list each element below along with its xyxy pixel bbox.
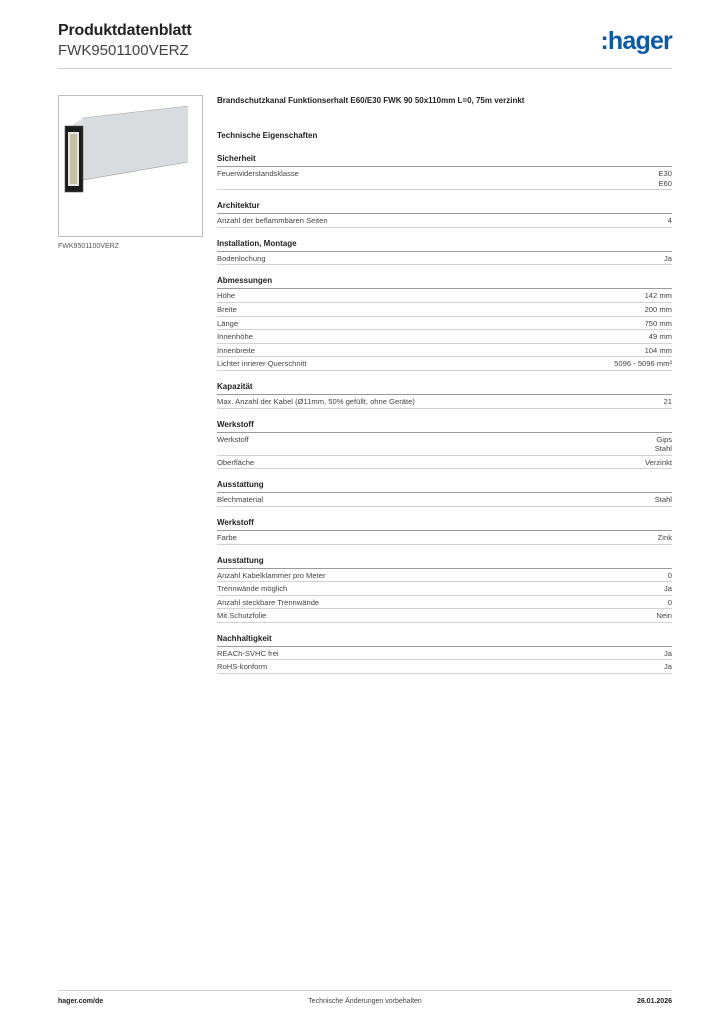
property-row (217, 609, 672, 623)
property-row (217, 493, 672, 507)
property-row (217, 289, 672, 303)
property-label: Bodenlochung (217, 253, 266, 263)
section-title: Ausstattung (217, 480, 672, 493)
page-header (58, 22, 672, 68)
tech-properties-heading: Technische Eigenschaften (217, 131, 318, 140)
section-title: Kapazität (217, 382, 672, 395)
property-value: 4 (667, 216, 672, 226)
property-value: 5096 - 5096 mm² (614, 359, 672, 369)
website-link[interactable]: hager.com/de (58, 998, 104, 1005)
property-row (217, 456, 672, 470)
property-value: Ja (663, 662, 672, 672)
property-label: Blechmaterial (217, 495, 264, 505)
property-label: Lichter innerer Querschnitt (217, 359, 307, 369)
property-label: Feuerwiderstandsklasse (217, 169, 299, 178)
property-value: Nein (656, 611, 672, 621)
property-label: RoHS-konform (217, 662, 268, 672)
property-row (217, 357, 672, 371)
property-value: 0 (667, 597, 672, 607)
datasheet-content (217, 95, 672, 674)
property-value: E30 E60 (658, 169, 672, 188)
property-label: Anzahl steckbare Trennwände (217, 597, 320, 607)
property-row (217, 317, 672, 331)
property-label: Trennwände möglich (217, 584, 288, 594)
property-row (217, 167, 672, 190)
property-row (217, 531, 672, 545)
property-label: Max. Anzahl der Kabel (Ø11mm, 50% gefüllt, ohne Geräte) (217, 396, 415, 406)
section-title: Abmessungen (217, 276, 672, 289)
property-label: Länge (217, 318, 239, 328)
property-row (217, 330, 672, 344)
property-row (217, 344, 672, 358)
property-section (217, 480, 672, 507)
property-value: 0 (667, 570, 672, 580)
property-section (217, 420, 672, 470)
property-section (217, 154, 672, 190)
section-title: Werkstoff (217, 420, 672, 433)
property-row (217, 214, 672, 228)
property-label: Oberfläche (217, 457, 255, 467)
property-sections (217, 154, 672, 674)
property-label: Innenbreite (217, 345, 255, 355)
property-row (217, 303, 672, 317)
footer-note: Technische Änderungen vorbehalten (308, 998, 422, 1005)
page-title: Produktdatenblatt (58, 22, 192, 39)
property-label: Werkstoff (217, 434, 249, 444)
property-section (217, 201, 672, 228)
property-section (217, 239, 672, 266)
property-value: Zink (657, 532, 672, 542)
section-title: Sicherheit (217, 154, 672, 167)
property-row (217, 596, 672, 610)
footer-date: 26.01.2026 (636, 998, 672, 1005)
property-label: Anzahl Kabelklammer pro Meter (217, 570, 326, 580)
cable-duct-image (58, 95, 203, 237)
section-title: Architektur (217, 201, 672, 214)
property-row (217, 433, 672, 456)
property-section (217, 634, 672, 674)
property-section (217, 276, 672, 371)
section-title: Nachhaltigkeit (217, 634, 672, 647)
property-value: Ja (663, 648, 672, 658)
hager-logo[interactable]: :hager (600, 27, 672, 55)
property-value: 750 mm (644, 318, 672, 328)
image-caption: FWK9501100VERZ (58, 243, 119, 250)
property-row (217, 395, 672, 409)
property-label: Breite (217, 304, 237, 314)
property-section (217, 556, 672, 623)
section-title: Ausstattung (217, 556, 672, 569)
property-row (217, 252, 672, 266)
product-description: Brandschutzkanal Funktionserhalt E60/E30 FWK 90 50x110mm L=0, 75m verzinkt (217, 96, 525, 105)
section-title: Werkstoff (217, 518, 672, 531)
header-divider (58, 68, 672, 69)
property-label: Anzahl der beflammbaren Seiten (217, 216, 328, 226)
property-value: Gips Stahl (654, 434, 672, 454)
property-label: Höhe (217, 291, 236, 301)
property-row (217, 582, 672, 596)
property-row (217, 569, 672, 583)
property-value: 104 mm (644, 345, 672, 355)
section-title: Installation, Montage (217, 239, 672, 252)
property-value: 21 (663, 396, 672, 406)
property-value: Ja (663, 584, 672, 594)
property-section (217, 382, 672, 409)
property-value: Verzinkt (644, 457, 672, 467)
property-label: Innenhöhe (217, 332, 253, 342)
property-section (217, 518, 672, 545)
property-label: REACh-SVHC frei (217, 648, 279, 658)
property-label: Mit Schutzfolie (217, 611, 267, 621)
property-row (217, 660, 672, 674)
property-value: 200 mm (644, 304, 672, 314)
property-value: 142 mm (644, 291, 672, 301)
footer-divider (58, 990, 672, 991)
property-value: 49 mm (648, 332, 672, 342)
property-value: Ja (663, 253, 672, 263)
property-row (217, 647, 672, 661)
property-label: Farbe (217, 532, 237, 542)
product-number: FWK9501100VERZ (58, 42, 189, 59)
property-value: Stahl (654, 495, 672, 505)
